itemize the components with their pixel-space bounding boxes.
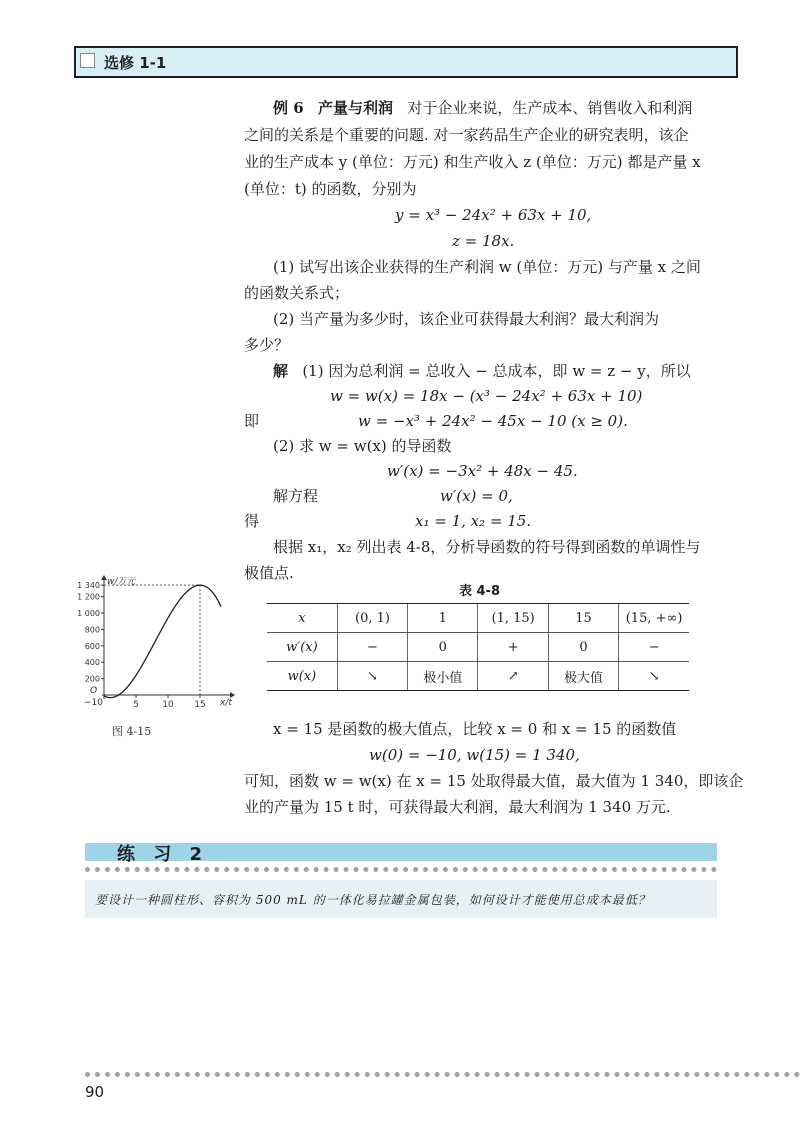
page-number: 90 xyxy=(85,1083,105,1101)
exercise-text: 要设计一种圆柱形、容积为 500 mL 的一体化易拉罐金属包装，如何设计才能使用总成本最低？ xyxy=(95,893,651,907)
conclusion-line-3: 可知，函数 w = w(x) 在 x = 15 处取得最大值，最大值为 1 340，即该企 xyxy=(244,772,744,790)
example-line-3: (单位：t) 的函数，分别为 xyxy=(244,180,417,198)
y-tick-label: 400 xyxy=(84,658,100,668)
solution-formula-1: w = w(x) = 18x − (x³ − 24x² + 63x + 10) xyxy=(330,387,643,405)
table-cell: x xyxy=(267,604,337,633)
question-1: (1) 试写出该企业获得的生产利润 w (单位：万元) 与产量 x 之间 xyxy=(273,258,701,276)
x-tick-label: 5 xyxy=(133,700,139,710)
table-cell: w(x) xyxy=(267,662,337,691)
y-tick-label: 800 xyxy=(84,625,100,635)
solution-formula-2: w = −x³ + 24x² − 45x − 10 (x ≥ 0). xyxy=(358,412,628,430)
y-tick-label: 1 200 xyxy=(77,592,100,602)
x-tick-label: 15 xyxy=(194,700,206,710)
solution-label: 解 xyxy=(273,362,289,380)
dotted-divider xyxy=(85,867,717,872)
header-square-marker xyxy=(80,53,95,68)
table-cell: (15, +∞) xyxy=(619,604,689,633)
header-label: 选修 1-1 xyxy=(104,54,167,72)
footer-dotted-divider xyxy=(85,1072,800,1077)
roots: x₁ = 1, x₂ = 15. xyxy=(415,512,532,530)
table-cell: (1, 15) xyxy=(478,604,548,633)
table-cell: − xyxy=(619,633,689,662)
x-axis-label: x/t xyxy=(220,698,232,708)
table-caption: 表 4-8 xyxy=(459,584,501,599)
x-tick-label: 10 xyxy=(162,700,174,710)
derivative-formula: w′(x) = −3x² + 48x − 45. xyxy=(387,462,578,480)
y-axis-label: w/万元 xyxy=(107,577,136,587)
y-tick-label: 600 xyxy=(84,641,100,651)
conclusion-line-4: 业的产量为 15 t 时，可获得最大利润，最大利润为 1 340 万元. xyxy=(244,798,671,816)
origin-label: O xyxy=(90,686,98,696)
table-cell: 1 xyxy=(408,604,478,633)
y-tick-label: 1 340 xyxy=(77,581,100,591)
question-2-cont: 多少？ xyxy=(244,336,290,354)
table-cell: ↘ xyxy=(337,662,407,691)
table-intro-line-2: 极值点. xyxy=(244,564,294,582)
exercise-title: 练 习 2 xyxy=(117,844,209,865)
profit-chart xyxy=(60,574,235,714)
table-cell: 15 xyxy=(548,604,618,633)
example-title: 产量与利润 xyxy=(317,99,393,117)
formula-revenue: z = 18x. xyxy=(452,232,515,250)
table-cell: + xyxy=(478,633,548,662)
conclusion-values: w(0) = −10, w(15) = 1 340, xyxy=(369,746,580,764)
solution-step-1 xyxy=(273,358,691,384)
roots-label: 得 xyxy=(244,512,260,530)
example-heading xyxy=(273,95,692,121)
question-1-cont: 的函数关系式； xyxy=(244,284,350,302)
solution-step-2: (2) 求 w = w(x) 的导函数 xyxy=(273,437,452,455)
figure-caption: 图 4-15 xyxy=(112,725,152,738)
profit-curve xyxy=(104,585,221,698)
table-cell: w′(x) xyxy=(267,633,337,662)
solve-equation: w′(x) = 0, xyxy=(440,487,513,505)
table-derivative-row xyxy=(267,633,689,662)
example-line-2: 业的生产成本 y (单位：万元) 和生产收入 z (单位：万元) 都是产量 x xyxy=(244,153,701,171)
table-function-row xyxy=(267,662,689,691)
table-intro-line-1: 根据 x₁，x₂ 列出表 4-8，分析导函数的符号得到函数的单调性与 xyxy=(273,538,701,556)
y-tick-label: 200 xyxy=(84,674,100,684)
table-cell: − xyxy=(337,633,407,662)
solve-equation-label: 解方程 xyxy=(273,487,319,505)
formula-cost: y = x³ − 24x² + 63x + 10, xyxy=(395,206,592,224)
table-header-row xyxy=(267,604,689,633)
table-cell: 极小值 xyxy=(408,662,478,691)
example-line-1: 之间的关系是个重要的问题. 对一家药品生产企业的研究表明，该企 xyxy=(244,126,689,144)
monotonicity-table xyxy=(267,603,689,691)
table-cell: 0 xyxy=(408,633,478,662)
negative-tick-label: −10 xyxy=(84,698,103,708)
table-cell: ↘ xyxy=(619,662,689,691)
example-line-0: 对于企业来说，生产成本、销售收入和利润 xyxy=(407,99,693,117)
conclusion-line-1: x = 15 是函数的极大值点，比较 x = 0 和 x = 15 的函数值 xyxy=(273,720,677,738)
table-cell: (0, 1) xyxy=(337,604,407,633)
solution-ji-label: 即 xyxy=(244,412,260,430)
header-banner xyxy=(74,46,738,78)
y-tick-label: 1 000 xyxy=(77,609,100,618)
table-cell: 0 xyxy=(548,633,618,662)
question-2: (2) 当产量为多少时，该企业可获得最大利润？最大利润为 xyxy=(273,310,660,328)
solution-step-1-text: (1) 因为总利润 = 总收入 − 总成本，即 w = z − y，所以 xyxy=(302,362,691,380)
table-cell: 极大值 xyxy=(548,662,618,691)
example-number: 例 6 xyxy=(273,99,304,117)
table-cell: ↗ xyxy=(478,662,548,691)
